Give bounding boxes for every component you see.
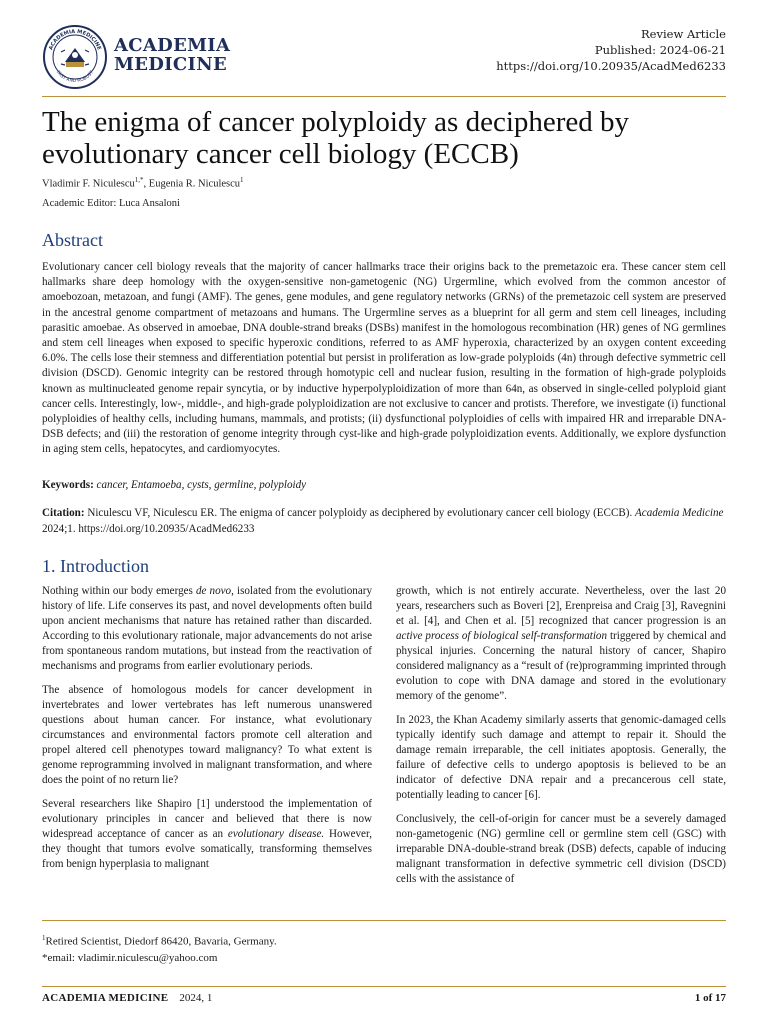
page-number: 1 of 17 bbox=[694, 992, 726, 1004]
body-paragraph: Conclusively, the cell-of-origin for cancer must be a severely damaged non-gametogenic (NG) germline cell or germline stem cell (GSC) with irreparable DNA-double-strand break (DSB) defects, capable of inducing malignant transformation in defective symmetric cell division (DSCD) cells with the assistance of bbox=[396, 813, 726, 885]
body-column-right bbox=[396, 584, 726, 896]
keywords-label: Keywords: bbox=[42, 479, 94, 491]
article-meta bbox=[496, 26, 726, 74]
body-paragraph: growth, which is not entirely accurate. Nevertheless, over the last 20 years, researchers such as Boveri [2], Erenpreisa and Craig [3], Ravegnini et al. [4], and Chen et al. [5] recognized that cancer progression is an active process of biological self-transformation triggered by chemical and physical injuries. Concerning the natural history of cancer, Shapiro considered malignancy as a “result of (re)programming imprinted through evolution to cope with DNA damage and stored in the evolutionary memory of the genome”. bbox=[396, 585, 726, 702]
footer-journal-name: ACADEMIA MEDICINE bbox=[42, 992, 169, 1004]
header-divider bbox=[42, 96, 726, 97]
footnote-divider bbox=[42, 920, 726, 921]
keywords-line bbox=[42, 479, 306, 491]
citation-journal: Academia Medicine bbox=[635, 507, 724, 519]
citation-block bbox=[42, 506, 726, 537]
doi-link[interactable]: https://doi.org/10.20935/AcadMed6233 bbox=[496, 59, 726, 73]
citation-text: Niculescu VF, Niculescu ER. The enigma of cancer polyploidy as deciphered by evolutionary cancer cell biology (ECCB). bbox=[87, 507, 633, 519]
body-paragraph: Several researchers like Shapiro [1] understood the implementation of evolutionary principles in cancer and believed that there is now widespread acceptance of cancer as an evolutionary disease. However, they thought that tumors evolve somatically, transforming themselves from benign hyperplasia to malignant bbox=[42, 798, 372, 870]
abstract-heading: Abstract bbox=[42, 230, 103, 250]
seal-text-bottom: FAST AND ROBUST bbox=[54, 70, 96, 85]
author-name[interactable]: Eugenia R. Niculescu bbox=[148, 178, 241, 190]
article-title: The enigma of cancer polyploidy as deciphered by evolutionary cancer cell biology (ECCB) bbox=[42, 106, 630, 170]
body-paragraph: In 2023, the Khan Academy similarly asserts that genomic-damaged cells typically identify such damage and attempt to repair it. Should the damage remain irreparable, the cell initiates apoptosis. Generally, the failure of defective cells to undergo apoptosis is believed to be an indicator of defective DNA repair and a precancerous cell state, potentially leading to cancer [6]. bbox=[396, 714, 726, 801]
introduction-heading: 1. Introduction bbox=[42, 556, 149, 576]
affiliation-footnote: $^1$Retired Scientist, Diedorf 86420, Bavaria, Germany. bbox=[42, 934, 277, 948]
footnotes bbox=[42, 930, 277, 966]
author-name[interactable]: Vladimir F. Niculescu bbox=[42, 178, 135, 190]
journal-name-line2: MEDICINE bbox=[114, 54, 227, 75]
body-paragraph: The absence of homologous models for cancer development in invertebrates and lower vertebrates has left numerous unanswered questions about human cancer. For instance, what evolutionary circumstances and environmental factors promote cell alteration and propel altered cell phenotypes toward malignancy? To what extent is genome reprogramming involved in malignant transformation, and where does the point of no return lie? bbox=[42, 684, 372, 786]
page-header bbox=[42, 20, 726, 92]
email-footnote[interactable]: *email: vladimir.niculescu@yahoo.com bbox=[42, 951, 218, 964]
keywords-list: cancer, Entamoeba, cysts, germline, polyploidy bbox=[96, 479, 307, 491]
academic-editor: Academic Editor: Luca Ansaloni bbox=[42, 198, 180, 209]
seal-text-top: ACADEMIA MEDICINE bbox=[48, 28, 102, 51]
citation-label: Citation: bbox=[42, 507, 85, 519]
author-separator: , bbox=[143, 178, 149, 190]
author-affiliation-marker: 1 bbox=[240, 176, 244, 184]
footer-divider bbox=[42, 986, 726, 987]
author-affiliation-marker: 1,* bbox=[134, 176, 144, 184]
author-list bbox=[42, 176, 244, 190]
body-paragraph: Nothing within our body emerges de novo, isolated from the evolutionary history of life. Life conserves its past, and novel developments often build upon ancient mechanisms that nature has retained rather than discarded. According to this evolutionary rationale, major advancements do not arise from spontaneous random mutations, but instead from the reactivation of mechanisms and programs from earlier evolutionary periods. bbox=[42, 585, 372, 672]
abstract-text: Evolutionary cancer cell biology reveals that the majority of cancer hallmarks trace their origins back to the premetazoic era. These cancer stem cell hallmarks share deep homology with the oxygen-sensitive non-gametogenic (NG) Urgermline, which evolved from the common ancestor of amoebozoan, metazoan, and fungi (AMF). The genes, gene modules, and gene regulatory networks (GRNs) of the premetazoic cell system are preserved in the ancestral genome compartment of metazoans and humans. The Urgermline serves as a blueprint for all germ and stem cell lineages, including parasitic amoebae. As observed in amoebae, DNA double-strand breaks (DSBs) manifest in the homologous recombination (HR) genes of NG germlines and stem cell lineages when exposed to specific hyperoxic conditions, referred to as AMF hyperoxia, characterized by an oxygen content exceeding 6.0%. The cells lose their stemness and differentiation potential but persist in proliferation as low-grade polyploids (4n) through defective symmetric cell division (DSCD). Genomic integrity can be restored through homotypic cell and nuclear fusion, resulting in the formation of high-grade polyploids known as multinucleated genome repair syncytia, or by inductive hyperpolyploidization of more than 64n, as observed in single-celled polyploid giant cancer cells. Interestingly, low-, middle-, and high-grade polyploidization are not exclusive to cancer and protists. Therefore, we investigate (i) functional polyploidies of healthy cells, including humans, mammals, and protists; (ii) dysfunctional polyploidies of cells with impaired HR and irreparable DNA-DSB defects; and (iii) the restoration of genome integrity through cyst-like and high-grade polyploidization events. Additionally, we explore dysfunction in aging stem cells, hepatocytes, and cardiomyocytes. bbox=[42, 261, 726, 456]
article-type: Review Article bbox=[641, 27, 726, 41]
journal-name-line1: ACADEMIA bbox=[114, 35, 231, 56]
page-footer bbox=[42, 992, 726, 1004]
body-column-left bbox=[42, 584, 372, 881]
published-date: Published: 2024-06-21 bbox=[594, 43, 726, 57]
journal-name-logo bbox=[114, 36, 230, 74]
citation-doi[interactable]: 2024;1. https://doi.org/10.20935/AcadMed6233 bbox=[42, 522, 255, 535]
footer-volume: 2024, 1 bbox=[179, 992, 213, 1004]
journal-seal-logo bbox=[42, 24, 108, 90]
